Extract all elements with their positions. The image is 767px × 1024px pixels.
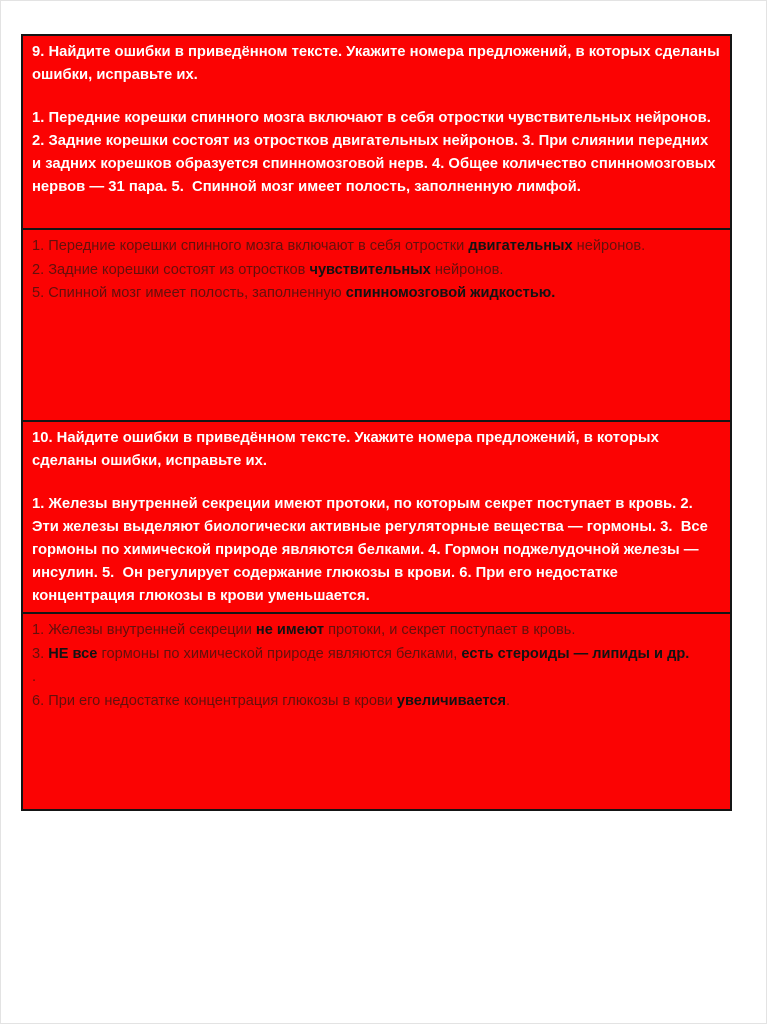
answer-text: 2. Задние корешки состоят из отростков [32, 261, 310, 278]
answer-text: . [32, 669, 37, 685]
answer-text: протоки, и секрет поступает в кровь. [324, 622, 576, 638]
answer-line [32, 235, 721, 259]
answer-correction-bold: не имеют [255, 622, 325, 638]
answer-line [32, 259, 721, 283]
answer-text: нейронов. [430, 261, 504, 278]
answer-correction-bold: НЕ все [48, 645, 98, 662]
answer-correction-bold: есть стероиды — липиды и др. [461, 645, 690, 662]
question-10-header: 10. Найдите ошибки в приведённом тексте. Укажите номера предложений, в которых сделаны ошибки, исправьте их. [32, 430, 663, 469]
answer-line [32, 282, 721, 306]
answer-text: нейронов. [572, 238, 646, 254]
answer-line [32, 666, 721, 690]
answer-correction-bold: спинномозговой жидкостью. [345, 285, 556, 301]
question-9-body: 1. Передние корешки спинного мозга включают в себя отростки чувствительных нейронов. 2. Задние корешки состоят из отростков двигательных нейронов. 3. При слиянии передних и задних корешков образуется спинномозговой нерв. 4. Общее количество спинномозговых нервов — 31 пара. 5. Спинной мозг имеет полость, заполненную лимфой. [32, 110, 720, 195]
answer-text: 1. Передние корешки спинного мозга включают в себя отростки [32, 238, 469, 254]
answer-correction-bold: увеличивается [396, 692, 507, 709]
answer-line [32, 643, 721, 667]
question-10-body: 1. Железы внутренней секреции имеют протоки, по которым секрет поступает в кровь. 2. Эти железы выделяют биологически активные регуляторные вещества — гормоны. 3. Все гормоны по химической природе являются белками. 4. Гормон поджелудочной железы — инсулин. 5. Он регулирует содержание глюкозы в крови. 6. При его недостатке концентрация глюкозы в крови уменьшается. [32, 496, 713, 604]
answer-correction-bold: чувствительных [309, 261, 431, 278]
answer-text: 3. [32, 645, 49, 662]
answer-10-block [23, 614, 730, 809]
question-9-block [23, 36, 730, 230]
questions-table [21, 34, 732, 811]
answer-line [32, 619, 721, 643]
question-9-header: 9. Найдите ошибки в приведённом тексте. Укажите номера предложений, в которых сделаны ошибки, исправьте их. [32, 44, 724, 83]
answer-text: . [506, 692, 511, 709]
answer-line [32, 690, 721, 714]
answer-text: 5. Спинной мозг имеет полость, заполненную [32, 285, 346, 301]
answer-text: 1. Железы внутренней секреции [32, 622, 256, 638]
question-10-block [23, 422, 730, 614]
answer-correction-bold: двигательных [468, 238, 573, 254]
answer-text: 6. При его недостатке концентрация глюкозы в крови [32, 692, 397, 709]
answer-9-block [23, 230, 730, 422]
answer-text: гормоны по химической природе являются белками, [97, 645, 462, 662]
